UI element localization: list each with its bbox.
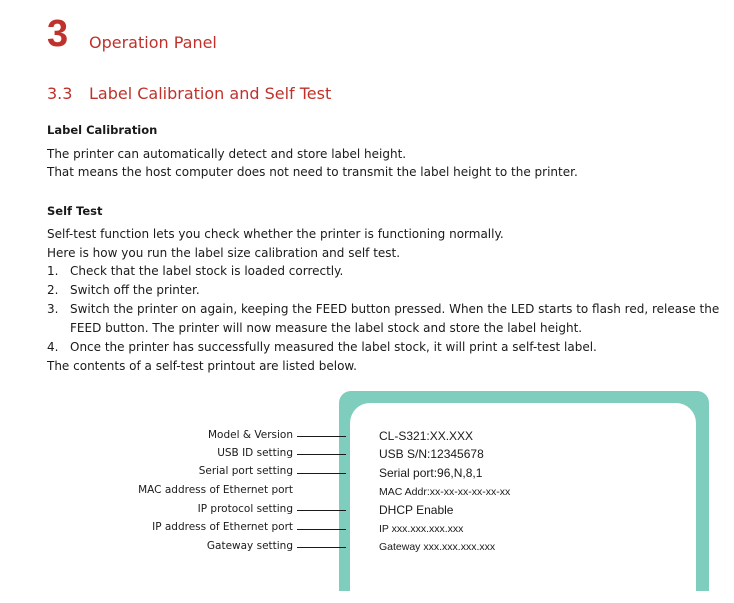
printout-value: DHCP Enable [379, 503, 454, 517]
list-item [47, 338, 727, 357]
list-number: 1. [47, 264, 59, 278]
list-number: 4. [47, 340, 59, 354]
figure-label: IP protocol setting [197, 503, 293, 515]
printout-value: CL-S321:XX.XXX [379, 429, 474, 443]
printout-value: IP xxx.xxx.xxx.xxx [379, 523, 464, 535]
list-text: Switch the printer on again, keeping the FEED button pressed. When the LED starts to flash red, release the FEED button. The printer will now measure the label stock and store the label height. [70, 302, 720, 335]
paragraph-line: That means the host computer does not need to transmit the label height to the printer. [47, 165, 578, 179]
figure-label: IP address of Ethernet port [152, 521, 293, 533]
leader-line [297, 510, 346, 511]
figure-label: MAC address of Ethernet port [138, 484, 293, 496]
chapter-title: Operation Panel [89, 33, 217, 52]
list-text: Check that the label stock is loaded correctly. [70, 264, 344, 278]
list-number: 3. [47, 302, 59, 316]
section-number: 3.3 [47, 84, 73, 103]
printout-value: Gateway xxx.xxx.xxx.xxx [379, 541, 496, 553]
leader-line [297, 547, 346, 548]
leader-line [297, 436, 346, 437]
list-item [47, 281, 727, 300]
printout-value: Serial port:96,N,8,1 [379, 466, 483, 480]
list-text: Once the printer has successfully measured the label stock, it will print a self-test label. [70, 340, 597, 354]
paragraph-line: The contents of a self-test printout are listed below. [47, 359, 357, 373]
list-item [47, 300, 727, 337]
list-number: 2. [47, 283, 59, 297]
leader-line [297, 529, 346, 530]
section-title [47, 84, 331, 104]
figure-label: Gateway setting [206, 540, 293, 552]
list-item [47, 262, 727, 281]
printout-value: USB S/N:12345678 [379, 447, 484, 461]
chapter-number: 3 [47, 13, 69, 55]
list-text: Switch off the printer. [70, 283, 200, 297]
figure-label: USB ID setting [217, 447, 293, 459]
section-title-text: Label Calibration and Self Test [89, 84, 332, 103]
paragraph-line: Here is how you run the label size calibration and self test. [47, 246, 401, 260]
paragraph-line: Self-test function lets you check whether the printer is functioning normally. [47, 227, 504, 241]
figure-label: Serial port setting [198, 465, 293, 477]
leader-line [297, 473, 346, 474]
self-test-heading: Self Test [47, 204, 103, 218]
paragraph-line: The printer can automatically detect and store label height. [47, 147, 407, 161]
leader-line [297, 454, 346, 455]
figure-label: Model & Version [208, 429, 293, 441]
printout-value: MAC Addr:xx-xx-xx-xx-xx-xx [379, 486, 511, 498]
label-calibration-heading: Label Calibration [47, 123, 158, 137]
